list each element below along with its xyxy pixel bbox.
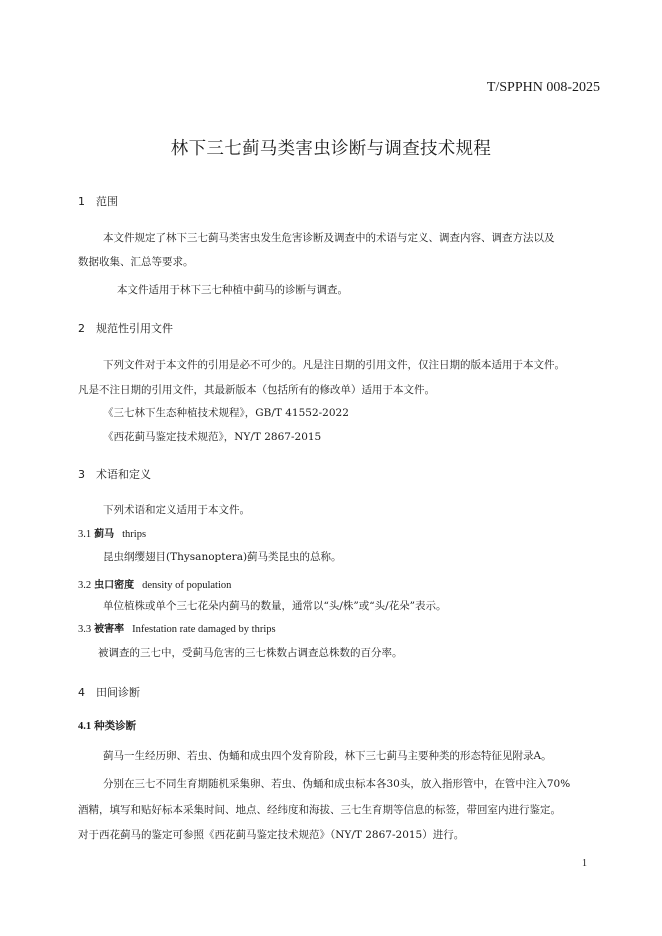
section-number: 1 [78,195,85,208]
term-3-3 [78,620,276,635]
section-title: 规范性引用文件 [96,322,173,335]
paragraph: 蓟马一生经历卵、若虫、伪蛹和成虫四个发育阶段，林下三七蓟马主要种类的形态特征见附录A。 [103,750,552,762]
subsection-4-1-heading [78,718,136,733]
paragraph-continued: 凡是不注日期的引用文件，其最新版本（包括所有的修改单）适用于本文件。 [78,384,435,396]
section-number: 2 [78,322,85,335]
section-number: 3 [78,468,85,481]
term-number: 3.1 [78,529,92,540]
term-3-1 [78,525,146,540]
subsection-number: 4.1 [78,721,92,732]
section-number: 4 [78,686,85,699]
section-4-heading [78,684,140,700]
term-en: Infestation rate damaged by thrips [132,624,276,635]
paragraph: 下列文件对于本文件的引用是必不可少的。凡是注日期的引用文件，仅注日期的版本适用于本文件。 [103,359,565,371]
term-zh: 被害率 [94,624,125,635]
reference-item: 《三七林下生态种植技术规程》，GB/T 41552-2022 [103,407,349,419]
term-zh: 虫口密度 [94,580,135,591]
document-code: T/SPPHN 008-2025 [486,80,600,95]
section-1-heading [78,193,118,209]
term-definition: 昆虫纲缨翅目(Thysanoptera)蓟马类昆虫的总称。 [103,551,342,563]
term-3-2 [78,576,231,591]
paragraph-continued: 对于西花蓟马的鉴定可参照《西花蓟马鉴定技术规范》（NY/T 2867-2015）进行。 [78,829,465,841]
paragraph-continued: 酒精，填写和贴好标本采集时间、地点、经纬度和海拔、三七生育期等信息的标签，带回室内进行鉴定。 [78,804,561,816]
paragraph: 本文件规定了林下三七蓟马类害虫发生危害诊断及调查中的术语与定义、调查内容、调查方法以及 [103,232,555,244]
section-2-heading [78,320,173,336]
section-title: 术语和定义 [96,468,151,481]
reference-item: 《西花蓟马鉴定技术规范》，NY/T 2867-2015 [103,431,322,443]
term-definition: 单位植株或单个三七花朵内蓟马的数量，通常以“头/株”或“头/花朵”表示。 [103,600,447,612]
section-3-heading [78,466,151,482]
term-number: 3.2 [78,580,92,591]
term-en: density of population [142,580,232,591]
page-number: 1 [582,858,587,869]
term-number: 3.3 [78,624,92,635]
paragraph: 下列术语和定义适用于本文件。 [103,504,250,516]
paragraph-continued: 数据收集、汇总等要求。 [78,256,194,268]
term-en: thrips [122,529,147,540]
section-title: 田间诊断 [96,686,140,699]
paragraph: 分别在三七不同生育期随机采集卵、若虫、伪蛹和成虫标本各30头，放入指形管中，在管中注入70% [103,778,571,790]
term-definition: 被调查的三七中，受蓟马危害的三七株数占调查总株数的百分率。 [98,647,403,659]
document-title: 林下三七蓟马类害虫诊断与调查技术规程 [170,139,492,159]
term-zh: 蓟马 [94,529,115,540]
paragraph: 本文件适用于林下三七种植中蓟马的诊断与调查。 [117,284,348,296]
subsection-title: 种类诊断 [94,720,137,732]
section-title: 范围 [96,195,118,208]
